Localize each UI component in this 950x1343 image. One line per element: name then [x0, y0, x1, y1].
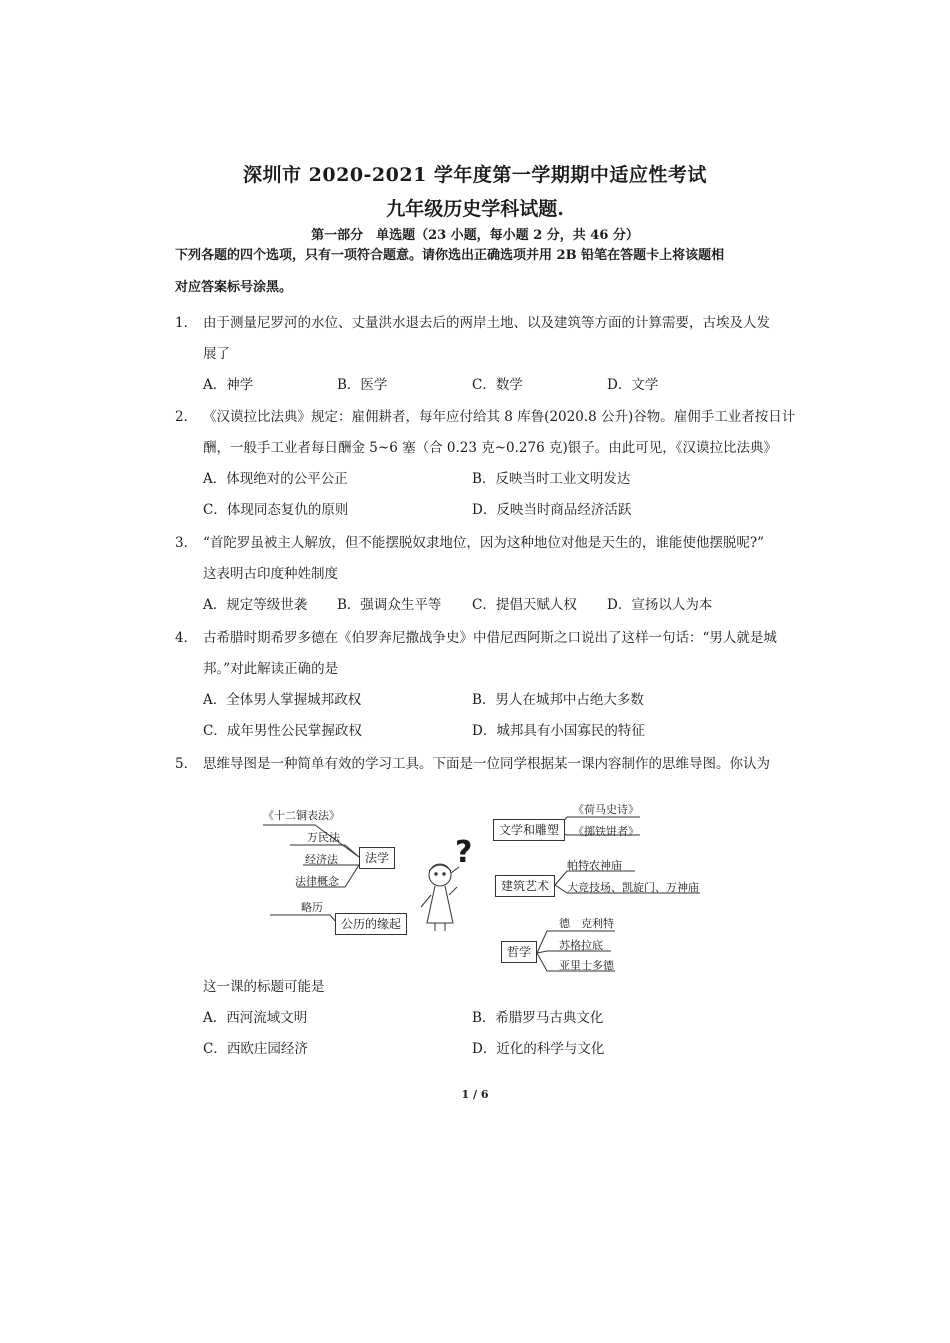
question-number: 4． [175, 630, 198, 646]
question-2 [175, 406, 795, 530]
question-3 [175, 532, 795, 625]
question-text: 这表明古印度种姓制度 [203, 566, 338, 582]
question-text: “首陀罗虽被主人解放，但不能摆脱奴隶地位，因为这种地位对他是天生的，谁能使他摆脱呢?” [203, 535, 765, 551]
page-number: 1 / 6 [461, 1088, 489, 1101]
mindmap-node-calendar: 公历的缘起 [335, 913, 407, 935]
mindmap-label-literature-1: 《荷马史诗》 [573, 803, 639, 816]
mindmap-label-calendar: 略历 [301, 901, 323, 914]
mindmap-node-literature: 文学和雕塑 [493, 819, 565, 841]
question-text: 《汉谟拉比法典》规定：雇佣耕者，每年应付给其 8 库鲁(2020.8 公升)谷物。雇佣手工业者按日计 [203, 409, 796, 425]
question-4 [175, 627, 795, 751]
mind-map [255, 795, 715, 975]
question-number: 1． [175, 315, 198, 331]
option-d[interactable]: D．宣扬以人为本 [607, 597, 713, 613]
option-a[interactable]: A．神学 [203, 377, 254, 393]
mindmap-label-law-4: 法律概念 [295, 875, 339, 888]
question-5 [175, 753, 795, 784]
option-b[interactable]: B．强调众生平等 [337, 597, 442, 613]
mindmap-label-law-1: 《十二铜表法》 [263, 809, 340, 822]
mindmap-label-philosophy-1: 德 克利特 [559, 917, 614, 930]
question-number: 5． [175, 756, 198, 772]
question-text: 古希腊时期希罗多德在《伯罗奔尼撒战争史》中借尼西阿斯之口说出了这样一句话：“男人就是城 [203, 630, 777, 646]
question-mark-icon: ? [455, 835, 473, 870]
options-row [175, 720, 795, 751]
options-row [175, 1038, 795, 1069]
options-row [175, 468, 795, 499]
option-c[interactable]: C．成年男性公民掌握政权 [203, 723, 362, 739]
option-a[interactable]: A．体现绝对的公平公正 [203, 471, 348, 487]
option-c[interactable]: C．数学 [472, 377, 523, 393]
mindmap-label-law-3: 经济法 [305, 853, 338, 866]
options-row [175, 594, 795, 625]
option-a[interactable]: A．全体男人掌握城邦政权 [203, 692, 362, 708]
mindmap-label-architecture-1: 帕特农神庙 [567, 859, 622, 872]
mindmap-label-law-2: 万民法 [307, 831, 340, 844]
option-b[interactable]: B．希腊罗马古典文化 [472, 1010, 604, 1026]
mindmap-label-literature-2: 《掷铁饼者》 [573, 825, 639, 838]
option-d[interactable]: D．文学 [607, 377, 659, 393]
question-number: 3． [175, 535, 198, 551]
option-a[interactable]: A．西河流域文明 [203, 1010, 308, 1026]
question-text: 思维导图是一种简单有效的学习工具。下面是一位同学根据某一课内容制作的思维导图。你认为 [203, 756, 770, 772]
question-number: 2． [175, 409, 198, 425]
mindmap-node-architecture: 建筑艺术 [495, 875, 555, 897]
exam-title: 深圳市 2020-2021 学年度第一学期期中适应性考试 [243, 164, 707, 186]
mindmap-label-philosophy-3: 亚里士多德 [559, 959, 614, 972]
mindmap-node-philosophy: 哲学 [501, 941, 537, 963]
question-text: 这一课的标题可能是 [203, 979, 325, 995]
exam-subtitle: 九年级历史学科试题. [386, 198, 564, 220]
question-text: 展了 [203, 346, 230, 362]
option-c[interactable]: C．体现同态复仇的原则 [203, 502, 349, 518]
option-b[interactable]: B．男人在城邦中占绝大多数 [472, 692, 644, 708]
options-row [175, 1007, 795, 1038]
option-d[interactable]: D．近化的科学与文化 [472, 1041, 605, 1057]
mindmap-node-law: 法学 [359, 847, 395, 869]
option-c[interactable]: C．提倡天赋人权 [472, 597, 577, 613]
mindmap-label-architecture-2: 大竞技场、凯旋门、万神庙 [567, 881, 699, 894]
question-5-options [175, 976, 795, 1069]
option-b[interactable]: B．反映当时工业文明发达 [472, 471, 631, 487]
options-row [175, 499, 795, 530]
option-c[interactable]: C．西欧庄园经济 [203, 1041, 308, 1057]
instruction-line-2: 对应答案标号涂黑。 [175, 280, 293, 295]
option-a[interactable]: A．规定等级世袭 [203, 597, 308, 613]
option-b[interactable]: B．医学 [337, 377, 388, 393]
options-row [175, 374, 795, 405]
question-text: 酬，一般手工业者每日酬金 5~6 塞（合 0.23 克~0.276 克)银子。由此可见，《汉谟拉比法典》 [203, 440, 777, 456]
option-d[interactable]: D．城邦具有小国寡民的特征 [472, 723, 645, 739]
instruction-line-1: 下列各题的四个选项，只有一项符合题意。请你选出正确选项并用 2B 铅笔在答题卡上将该题相 [175, 248, 725, 263]
options-row [175, 689, 795, 720]
question-1 [175, 312, 795, 405]
question-text: 邦。”对此解读正确的是 [203, 661, 339, 677]
option-d[interactable]: D．反映当时商品经济活跃 [472, 502, 632, 518]
question-text: 由于测量尼罗河的水位、丈量洪水退去后的两岸土地、以及建筑等方面的计算需要，古埃及人发 [203, 315, 770, 331]
section-heading: 第一部分 单选题（23 小题，每小题 2 分，共 46 分） [311, 228, 639, 243]
mindmap-label-philosophy-2: 苏格拉底 [559, 939, 603, 952]
